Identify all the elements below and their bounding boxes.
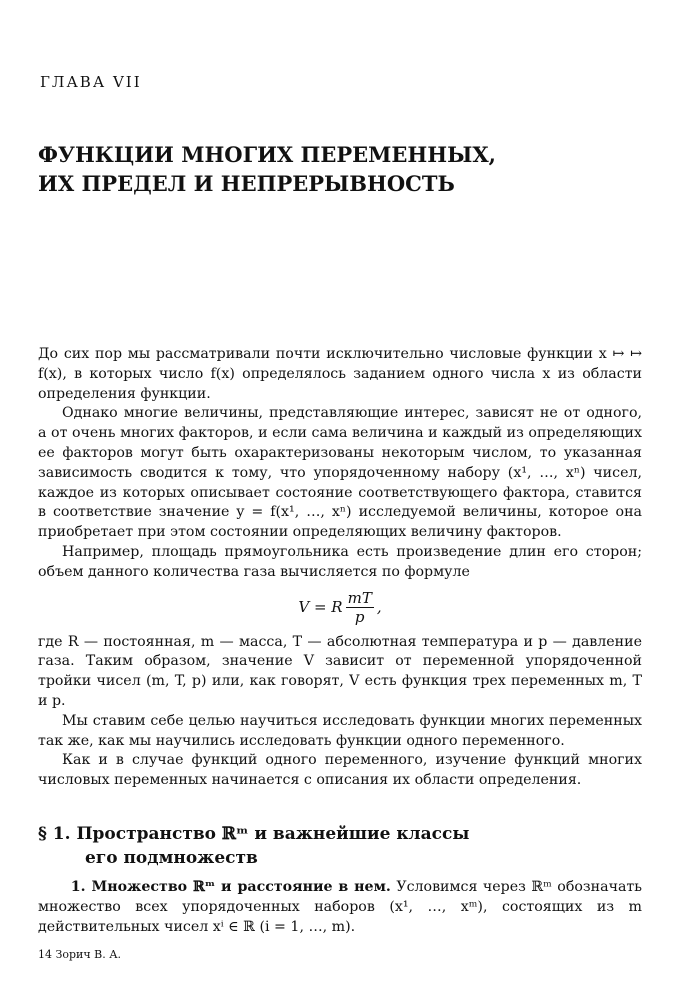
section-heading: [38, 822, 642, 870]
formula-lhs: V = R: [298, 597, 343, 616]
gas-formula: [38, 583, 642, 633]
formula-trail: ,: [376, 597, 382, 616]
paragraph-2: Однако многие величины, представляющие интерес, зависят не от одного, а от очень многих факторов, и если сама величина и каждый из определяющих ее факторов могут быть охарактеризованы некоторым числом, то указанная зависимость сводится к тому, что упорядоченному набору (x¹, …, xⁿ) чисел, каждое из которых описывает состояние соответствующего фактора, ставится в соответствие значение y = f(x¹, …, xⁿ) исследуемой величины, которое она приобретает при этом состоянии определяющих величину факторов.: [38, 405, 642, 541]
formula-fraction: [346, 589, 374, 626]
paragraph-3: Например, площадь прямоугольника есть произведение длин его сторон; объем данного количества газа вычисляется по формуле: [38, 543, 642, 580]
chapter-intro: [38, 345, 642, 791]
paragraph-4: где R — постоянная, m — масса, T — абсолютная температура и p — давление газа. Таким образом, значение V зависит от переменной упорядоченной тройки чисел (m, T, p) или, как говорят, V есть функция трех переменных m, T и p.: [38, 633, 642, 709]
formula-denominator: p: [354, 608, 365, 627]
formula-numerator: mT: [347, 589, 372, 608]
section-heading-line2: его подмножеств: [85, 848, 258, 868]
chapter-title: [38, 140, 638, 198]
page-signature: 14 Зорич В. А.: [38, 948, 122, 961]
subsection-1: [38, 878, 642, 937]
paragraph-1: До сих пор мы рассматривали почти исключительно числовые функции x ↦ ↦ f(x), в которых число f(x) определялось заданием одного числа x из области определения функции.: [38, 346, 642, 402]
section-heading-line1: § 1. Пространство ℝᵐ и важнейшие классы: [38, 824, 470, 844]
paragraph-5: Мы ставим себе целью научиться исследовать функции многих переменных так же, как мы научились исследовать функции одного переменного.: [38, 712, 642, 749]
chapter-title-line1: ФУНКЦИИ МНОГИХ ПЕРЕМЕННЫХ,: [38, 142, 496, 167]
chapter-title-line2: ИХ ПРЕДЕЛ И НЕПРЕРЫВНОСТЬ: [38, 171, 455, 196]
subsection-heading: 1. Множество ℝᵐ и расстояние в нем.: [70, 879, 391, 895]
subsection-text: Условимся через ℝᵐ обозначать множество всех упорядоченных наборов (x¹, …, xᵐ), состоящих из m действительных чисел xⁱ ∈ ℝ (i = 1, …, m).: [38, 879, 642, 935]
paragraph-6: Как и в случае функций одного переменного, изучение функций многих числовых переменных начинается с описания их области определения.: [38, 752, 642, 789]
chapter-label: ГЛАВА VII: [40, 73, 142, 91]
